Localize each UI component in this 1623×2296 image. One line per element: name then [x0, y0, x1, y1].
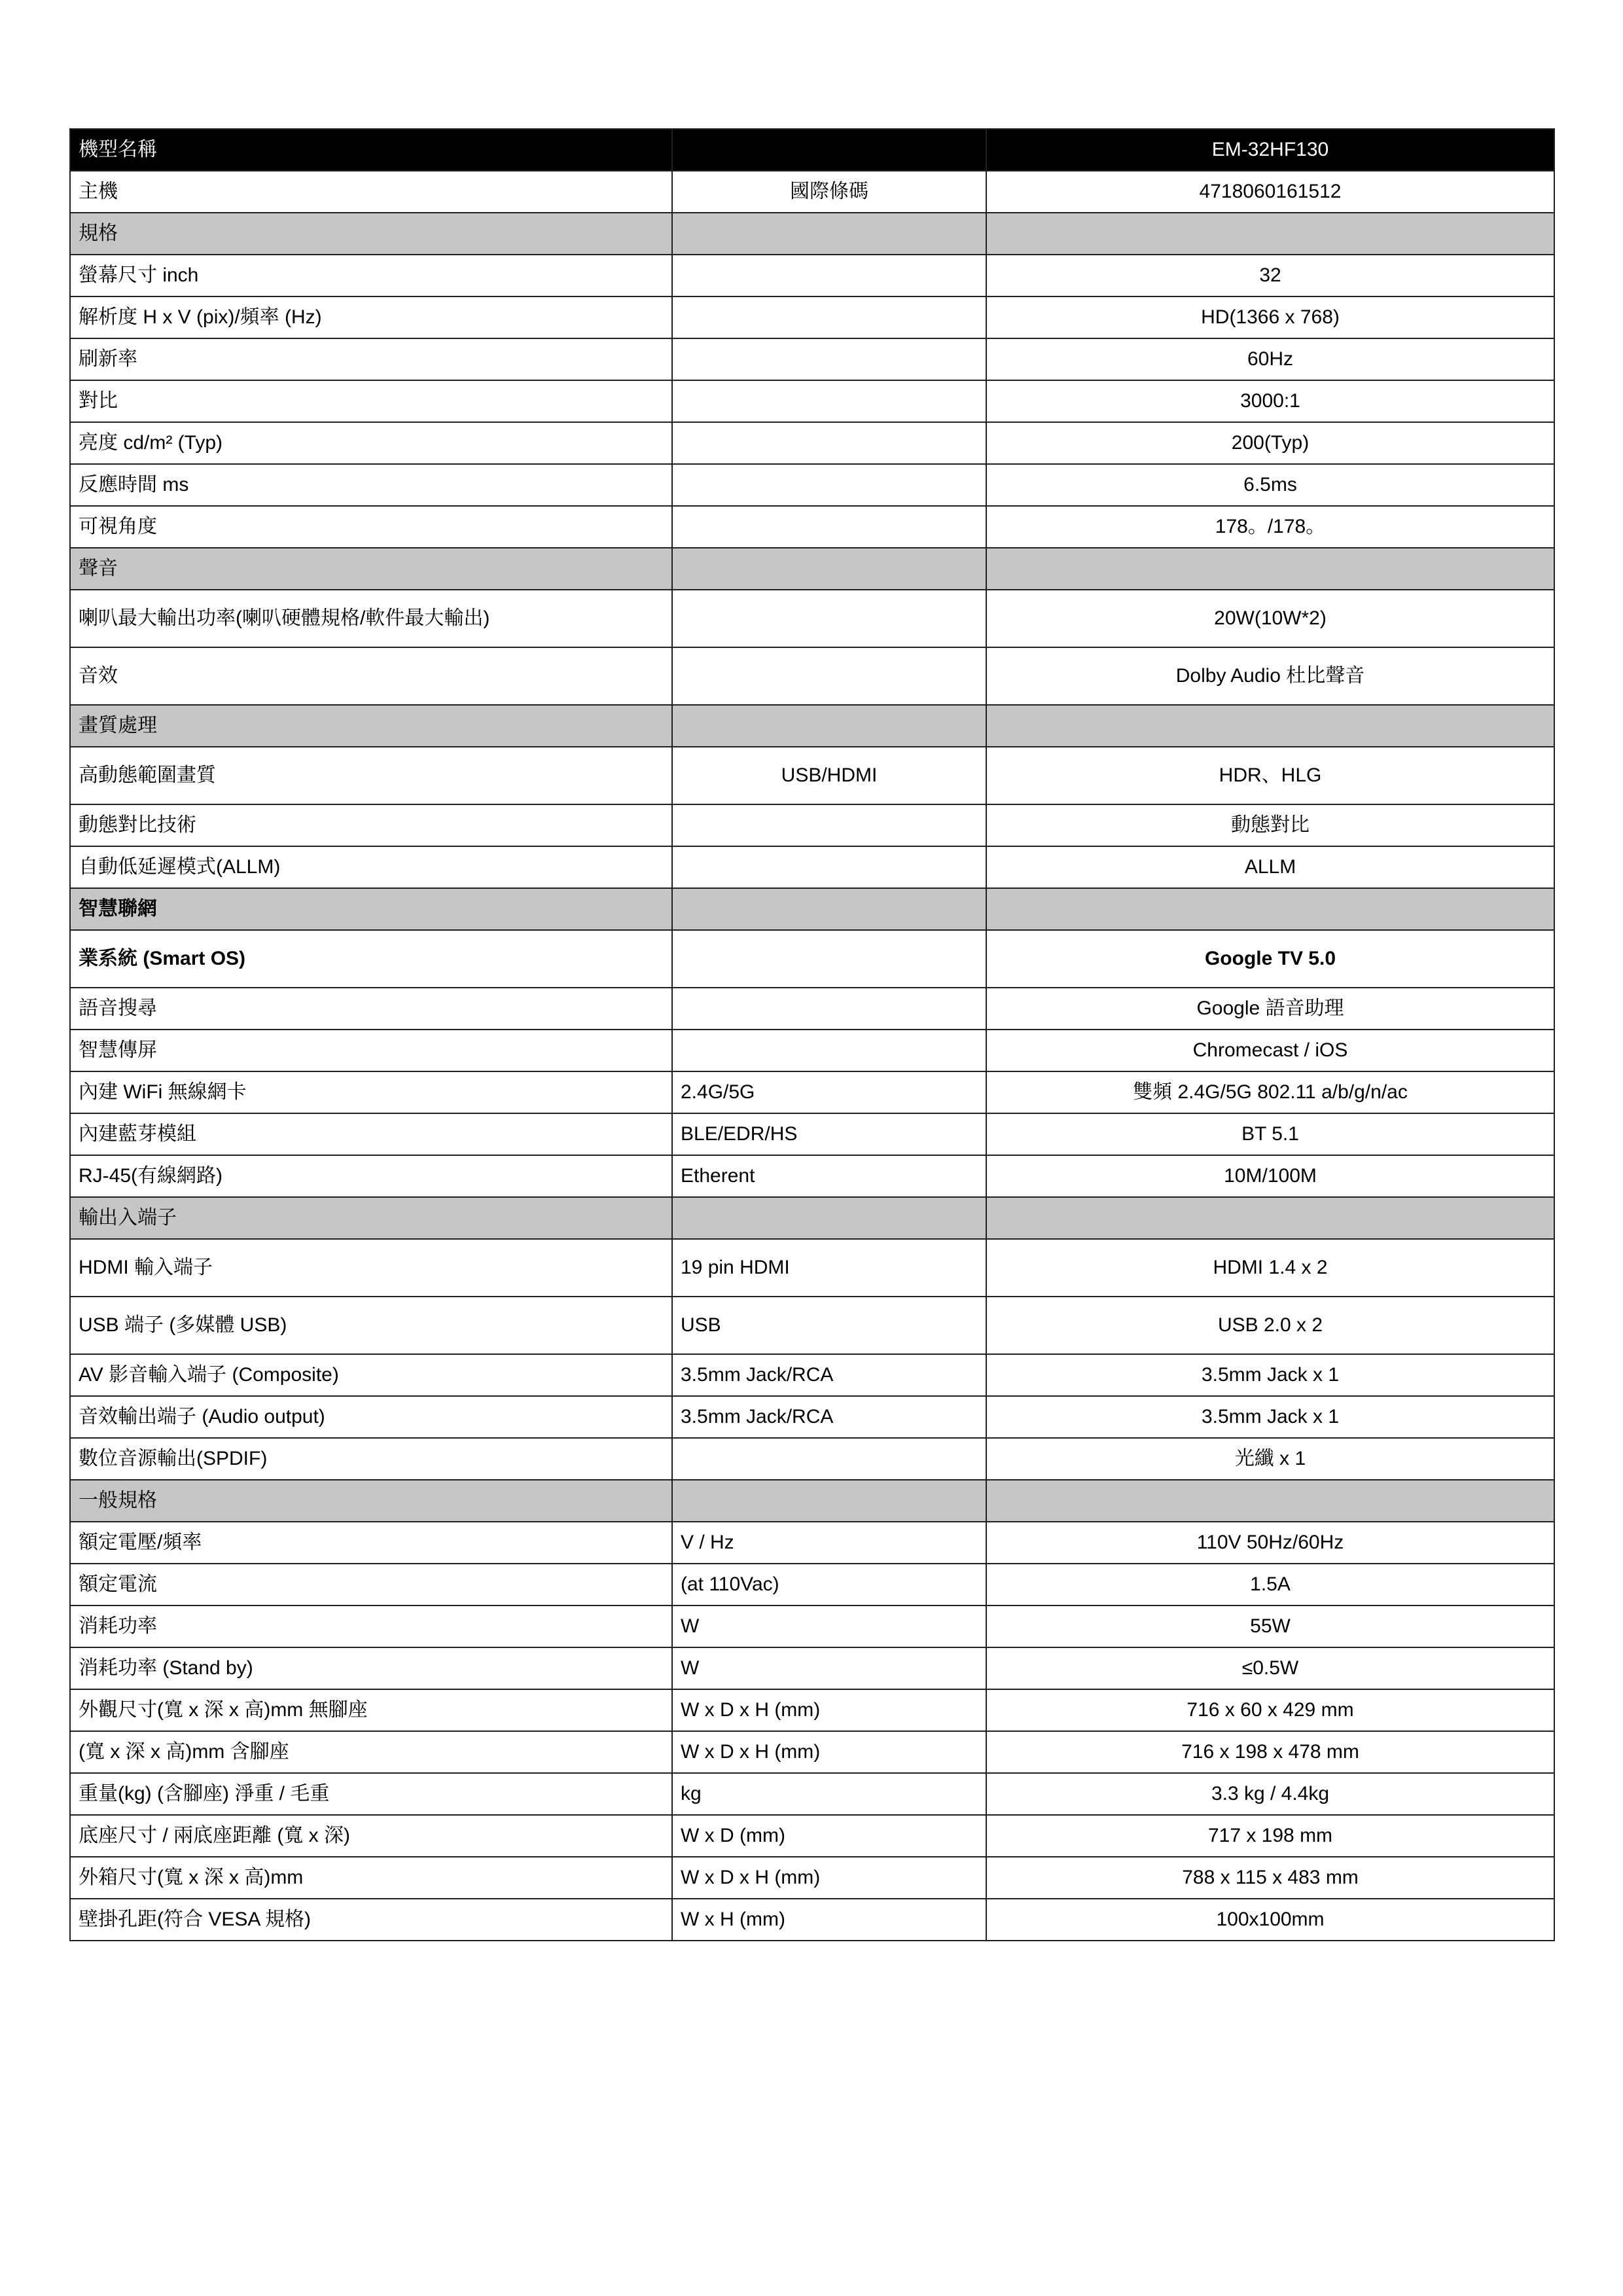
cell-item-label: 數位音源輸出(SPDIF): [70, 1438, 672, 1480]
table-row: [70, 804, 1554, 846]
table-row: [70, 1438, 1554, 1480]
cell-item-label: 外觀尺寸(寬 x 深 x 高)mm 無腳座: [70, 1689, 672, 1731]
table-row: [70, 988, 1554, 1030]
cell-item-unit: [672, 930, 986, 988]
table-row: [70, 422, 1554, 464]
cell-item-unit: [672, 464, 986, 506]
cell-item-label: AV 影音輸入端子 (Composite): [70, 1354, 672, 1396]
cell-item-value: 3.5mm Jack x 1: [986, 1354, 1554, 1396]
cell-item-unit: [672, 804, 986, 846]
cell-item-label: 亮度 cd/m² (Typ): [70, 422, 672, 464]
cell-item-label: 反應時間 ms: [70, 464, 672, 506]
cell-item-label: 智慧聯網: [70, 888, 672, 930]
section-row: [70, 1480, 1554, 1522]
cell-item-value: [986, 888, 1554, 930]
cell-item-unit: BLE/EDR/HS: [672, 1113, 986, 1155]
cell-item-value: 717 x 198 mm: [986, 1815, 1554, 1857]
cell-item-label: 規格: [70, 213, 672, 255]
table-row: [70, 1396, 1554, 1438]
cell-item-unit: [672, 548, 986, 590]
cell-item-value: ALLM: [986, 846, 1554, 888]
cell-item-unit: 3.5mm Jack/RCA: [672, 1396, 986, 1438]
cell-item-label: 消耗功率: [70, 1605, 672, 1647]
cell-item-label: 額定電流: [70, 1564, 672, 1605]
specification-table: [69, 128, 1555, 1941]
cell-item-unit: 3.5mm Jack/RCA: [672, 1354, 986, 1396]
cell-item-label: 內建 WiFi 無線網卡: [70, 1071, 672, 1113]
cell-item-value: 110V 50Hz/60Hz: [986, 1522, 1554, 1564]
cell-item-label: RJ-45(有線網路): [70, 1155, 672, 1197]
table-row: [70, 930, 1554, 988]
cell-item-value: 3.5mm Jack x 1: [986, 1396, 1554, 1438]
cell-item-value: [986, 705, 1554, 747]
cell-item-value: 3.3 kg / 4.4kg: [986, 1773, 1554, 1815]
cell-item-value: 55W: [986, 1605, 1554, 1647]
cell-item-label: 壁掛孔距(符合 VESA 規格): [70, 1899, 672, 1941]
cell-item-value: 10M/100M: [986, 1155, 1554, 1197]
cell-item-unit: [672, 506, 986, 548]
table-header-row: [70, 129, 1554, 171]
cell-item-label: 額定電壓/頻率: [70, 1522, 672, 1564]
table-row: [70, 747, 1554, 804]
table-row: [70, 1564, 1554, 1605]
section-row: [70, 705, 1554, 747]
table-row: [70, 1773, 1554, 1815]
cell-item-label: 音效輸出端子 (Audio output): [70, 1396, 672, 1438]
cell-item-label: 可視角度: [70, 506, 672, 548]
table-row: [70, 590, 1554, 647]
section-row: [70, 548, 1554, 590]
cell-item-label: HDMI 輸入端子: [70, 1239, 672, 1297]
cell-item-unit: USB/HDMI: [672, 747, 986, 804]
cell-item-value: BT 5.1: [986, 1113, 1554, 1155]
table-row: [70, 647, 1554, 705]
cell-item-unit: W x D x H (mm): [672, 1689, 986, 1731]
cell-item-unit: [672, 1197, 986, 1239]
cell-item-label: 機型名稱: [70, 129, 672, 171]
table-row: [70, 506, 1554, 548]
cell-item-value: 光纖 x 1: [986, 1438, 1554, 1480]
cell-item-value: Google TV 5.0: [986, 930, 1554, 988]
section-row: [70, 1197, 1554, 1239]
cell-item-value: 雙頻 2.4G/5G 802.11 a/b/g/n/ac: [986, 1071, 1554, 1113]
cell-item-label: 外箱尺寸(寬 x 深 x 高)mm: [70, 1857, 672, 1899]
cell-item-value: 716 x 60 x 429 mm: [986, 1689, 1554, 1731]
cell-item-unit: W: [672, 1605, 986, 1647]
cell-item-unit: W x H (mm): [672, 1899, 986, 1941]
table-row: [70, 1155, 1554, 1197]
cell-item-label: 內建藍芽模組: [70, 1113, 672, 1155]
cell-item-unit: [672, 129, 986, 171]
cell-item-unit: [672, 213, 986, 255]
cell-item-value: 100x100mm: [986, 1899, 1554, 1941]
table-row: [70, 1113, 1554, 1155]
table-row: [70, 380, 1554, 422]
cell-item-unit: [672, 422, 986, 464]
cell-item-unit: USB: [672, 1297, 986, 1354]
cell-item-unit: [672, 1030, 986, 1071]
cell-item-value: 60Hz: [986, 338, 1554, 380]
cell-item-value: 1.5A: [986, 1564, 1554, 1605]
cell-item-unit: [672, 590, 986, 647]
cell-item-value: Google 語音助理: [986, 988, 1554, 1030]
table-row: [70, 1071, 1554, 1113]
cell-item-unit: W x D (mm): [672, 1815, 986, 1857]
table-row: [70, 1899, 1554, 1941]
cell-item-value: Dolby Audio 杜比聲音: [986, 647, 1554, 705]
cell-item-value: ≤0.5W: [986, 1647, 1554, 1689]
cell-item-unit: [672, 296, 986, 338]
cell-item-unit: V / Hz: [672, 1522, 986, 1564]
cell-item-value: 32: [986, 255, 1554, 296]
cell-item-label: (寬 x 深 x 高)mm 含腳座: [70, 1731, 672, 1773]
table-row: [70, 1857, 1554, 1899]
cell-item-value: 178。/178。: [986, 506, 1554, 548]
cell-item-value: [986, 1480, 1554, 1522]
cell-item-unit: W x D x H (mm): [672, 1857, 986, 1899]
table-row: [70, 1647, 1554, 1689]
table-row: [70, 1297, 1554, 1354]
cell-item-value: HDMI 1.4 x 2: [986, 1239, 1554, 1297]
cell-item-unit: [672, 705, 986, 747]
cell-item-label: 動態對比技術: [70, 804, 672, 846]
cell-item-label: 解析度 H x V (pix)/頻率 (Hz): [70, 296, 672, 338]
cell-item-label: 音效: [70, 647, 672, 705]
cell-item-unit: (at 110Vac): [672, 1564, 986, 1605]
cell-item-label: 聲音: [70, 548, 672, 590]
cell-item-unit: Etherent: [672, 1155, 986, 1197]
cell-item-label: 智慧傳屏: [70, 1030, 672, 1071]
table-row: [70, 1030, 1554, 1071]
table-row: [70, 296, 1554, 338]
cell-item-unit: [672, 888, 986, 930]
table-row: [70, 846, 1554, 888]
table-row: [70, 1522, 1554, 1564]
cell-item-unit: 19 pin HDMI: [672, 1239, 986, 1297]
specification-table-body: [70, 129, 1554, 1941]
cell-item-label: USB 端子 (多媒體 USB): [70, 1297, 672, 1354]
table-row: [70, 1815, 1554, 1857]
cell-item-label: 自動低延遲模式(ALLM): [70, 846, 672, 888]
cell-item-unit: 2.4G/5G: [672, 1071, 986, 1113]
table-row: [70, 1239, 1554, 1297]
cell-item-value: Chromecast / iOS: [986, 1030, 1554, 1071]
cell-item-value: 20W(10W*2): [986, 590, 1554, 647]
cell-item-label: 業系統 (Smart OS): [70, 930, 672, 988]
table-row: [70, 255, 1554, 296]
cell-item-value: [986, 548, 1554, 590]
table-row: [70, 1689, 1554, 1731]
section-row: [70, 888, 1554, 930]
cell-item-label: 高動態範圍畫質: [70, 747, 672, 804]
table-row: [70, 171, 1554, 213]
cell-item-label: 消耗功率 (Stand by): [70, 1647, 672, 1689]
table-row: [70, 1731, 1554, 1773]
cell-item-value: [986, 213, 1554, 255]
cell-item-value: EM-32HF130: [986, 129, 1554, 171]
cell-item-unit: W x D x H (mm): [672, 1731, 986, 1773]
cell-item-value: 716 x 198 x 478 mm: [986, 1731, 1554, 1773]
cell-item-label: 刷新率: [70, 338, 672, 380]
cell-item-unit: [672, 846, 986, 888]
cell-item-unit: [672, 647, 986, 705]
cell-item-value: 200(Typ): [986, 422, 1554, 464]
cell-item-unit: [672, 1438, 986, 1480]
cell-item-value: 動態對比: [986, 804, 1554, 846]
table-row: [70, 1605, 1554, 1647]
cell-item-value: 3000:1: [986, 380, 1554, 422]
cell-item-label: 螢幕尺寸 inch: [70, 255, 672, 296]
cell-item-value: HDR、HLG: [986, 747, 1554, 804]
cell-item-value: USB 2.0 x 2: [986, 1297, 1554, 1354]
cell-item-unit: 國際條碼: [672, 171, 986, 213]
cell-item-label: 對比: [70, 380, 672, 422]
table-row: [70, 1354, 1554, 1396]
cell-item-value: 4718060161512: [986, 171, 1554, 213]
cell-item-unit: [672, 338, 986, 380]
cell-item-label: 一般規格: [70, 1480, 672, 1522]
cell-item-label: 重量(kg) (含腳座) 淨重 / 毛重: [70, 1773, 672, 1815]
cell-item-value: HD(1366 x 768): [986, 296, 1554, 338]
cell-item-label: 主機: [70, 171, 672, 213]
cell-item-unit: [672, 380, 986, 422]
cell-item-unit: [672, 988, 986, 1030]
cell-item-value: 6.5ms: [986, 464, 1554, 506]
cell-item-unit: kg: [672, 1773, 986, 1815]
cell-item-unit: W: [672, 1647, 986, 1689]
table-row: [70, 464, 1554, 506]
cell-item-label: 畫質處理: [70, 705, 672, 747]
cell-item-label: 底座尺寸 / 兩底座距離 (寬 x 深): [70, 1815, 672, 1857]
cell-item-unit: [672, 255, 986, 296]
cell-item-unit: [672, 1480, 986, 1522]
table-row: [70, 338, 1554, 380]
cell-item-label: 喇叭最大輸出功率(喇叭硬體規格/軟件最大輸出): [70, 590, 672, 647]
cell-item-value: [986, 1197, 1554, 1239]
cell-item-value: 788 x 115 x 483 mm: [986, 1857, 1554, 1899]
cell-item-label: 輸出入端子: [70, 1197, 672, 1239]
section-row: [70, 213, 1554, 255]
cell-item-label: 語音搜尋: [70, 988, 672, 1030]
